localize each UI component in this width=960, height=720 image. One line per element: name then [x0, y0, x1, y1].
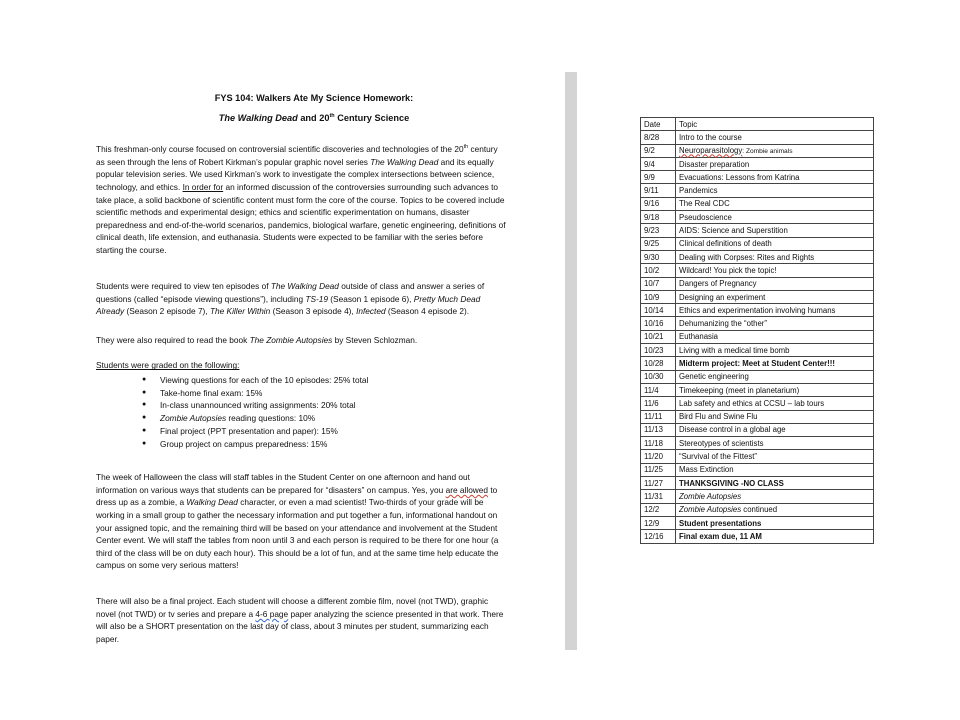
- subtitle-end: Century Science: [334, 113, 410, 123]
- cell-topic: Pseudoscience: [676, 211, 874, 224]
- table-row: [641, 463, 874, 476]
- table-row: [641, 237, 874, 250]
- table-row: [641, 224, 874, 237]
- paragraph-halloween: The week of Halloween the class will staff tables in the Student Center on one afternoon and hand out information on various ways that students can be prepared for “disasters” on campus. Yes, you are allowed to dress up as a zombie, a Walking Dead character, or even a mad scientist! Two-thirds of your grade will be working in a small group to gather the necessary information and put together a fun, informational handout on your assigned topic, and the remaining third will be based on your attendance and involvement at the Student Center event. We will staff the tables from noon until 3 and each person is required to be there for one hour (a third of the class will be on duty each hour). This should be a lot of fun, and at the same time help educate the campus on some very serious matters!: [96, 472, 499, 571]
- cell-date: 9/2: [641, 144, 676, 157]
- table-row: [641, 357, 874, 370]
- cell-date: 10/16: [641, 317, 676, 330]
- table-row: [641, 171, 874, 184]
- cell-topic: AIDS: Science and Superstition: [676, 224, 874, 237]
- cell-date: 10/7: [641, 277, 676, 290]
- list-item: ● In-class unannounced writing assignments: 20% total: [136, 399, 368, 412]
- cell-date: 9/30: [641, 250, 676, 263]
- cell-topic: Genetic engineering: [676, 370, 874, 383]
- cell-topic: Neuroparasitology: Zombie animals: [676, 144, 874, 157]
- cell-date: 11/13: [641, 423, 676, 436]
- cell-topic: Dehumanizing the “other”: [676, 317, 874, 330]
- cell-topic: Zombie Autopsies continued: [676, 503, 874, 516]
- cell-topic: Wildcard! You pick the topic!: [676, 264, 874, 277]
- cell-topic: Evacuations: Lessons from Katrina: [676, 171, 874, 184]
- cell-topic: Lab safety and ethics at CCSU – lab tours: [676, 397, 874, 410]
- graded-heading: Students were graded on the following:: [96, 360, 240, 371]
- cell-topic: Zombie Autopsies: [676, 490, 874, 503]
- cell-topic: Intro to the course: [676, 131, 874, 144]
- cell-date: 9/18: [641, 211, 676, 224]
- cell-topic: Final exam due, 11 AM: [676, 530, 874, 543]
- table-row: [641, 131, 874, 144]
- table-row: [641, 330, 874, 343]
- cell-topic: Living with a medical time bomb: [676, 344, 874, 357]
- course-title: FYS 104: Walkers Ate My Science Homework:: [214, 93, 414, 103]
- cell-topic: “Survival of the Fittest”: [676, 450, 874, 463]
- table-row: [641, 184, 874, 197]
- cell-date: 11/11: [641, 410, 676, 423]
- cell-date: 10/23: [641, 344, 676, 357]
- paragraph-description: This freshman-only course focused on controversial scientific discoveries and technologies of the 20th century as seen through the lens of Robert Kirkman’s popular graphic novel series The Walking Dead and its equally popular television series. We used Kirkman’s work to investigate the complex intersections between science, technology, and ethics. In order for an informed discussion of the controversies surrounding such advances to take place, a solid backbone of scientific content must form the core of the course. Topics to be covered include scientific methods and experimental design; ethics and scientific experimentation on humans, disaster preparedness and end-of-the-world scenarios, pandemics, biological warfare, genetic engineering, definitions of clinical death, life extension, and euthanasia. Students were expected to be familiar with the series before starting the course.: [96, 144, 506, 256]
- cell-topic: Pandemics: [676, 184, 874, 197]
- cell-date: 10/28: [641, 357, 676, 370]
- cell-topic: Disaster preparation: [676, 157, 874, 170]
- cell-topic: Euthanasia: [676, 330, 874, 343]
- cell-topic: The Real CDC: [676, 197, 874, 210]
- table-row: [641, 197, 874, 210]
- cell-topic: Dealing with Corpses: Rites and Rights: [676, 250, 874, 263]
- table-row: [641, 530, 874, 543]
- paragraph-final-project: There will also be a final project. Each student will choose a different zombie film, novel (not TWD), graphic novel (not TWD) or tv series and prepare a 4-6 page paper analyzing the science presented in that work. There will also be a SHORT presentation on the last day of class, about 3 minutes per student, summarizing each paper.: [96, 596, 504, 645]
- table-row: [641, 250, 874, 263]
- table-row: [641, 490, 874, 503]
- table-row: [641, 144, 874, 157]
- cell-date: 9/9: [641, 171, 676, 184]
- cell-date: 11/4: [641, 383, 676, 396]
- cell-date: 11/20: [641, 450, 676, 463]
- cell-topic: Timekeeping (meet in planetarium): [676, 383, 874, 396]
- cell-topic: THANKSGIVING -NO CLASS: [676, 477, 874, 490]
- cell-topic: Disease control in a global age: [676, 423, 874, 436]
- cell-date: 10/21: [641, 330, 676, 343]
- table-header-row: [641, 118, 874, 131]
- cell-date: 11/6: [641, 397, 676, 410]
- schedule-table: [640, 117, 874, 544]
- cell-date: 12/2: [641, 503, 676, 516]
- cell-date: 11/31: [641, 490, 676, 503]
- cell-topic: Midterm project: Meet at Student Center!!!: [676, 357, 874, 370]
- cell-date: 10/14: [641, 304, 676, 317]
- table-row: [641, 410, 874, 423]
- paragraph-book: They were also required to read the book The Zombie Autopsies by Steven Schlozman.: [96, 335, 418, 346]
- subtitle-and: and 20: [297, 113, 330, 123]
- cell-date: 12/16: [641, 530, 676, 543]
- table-row: [641, 397, 874, 410]
- table-row: [641, 317, 874, 330]
- cell-date: 8/28: [641, 131, 676, 144]
- course-subtitle: [212, 113, 416, 123]
- cell-date: 10/9: [641, 290, 676, 303]
- table-row: [641, 211, 874, 224]
- list-item: ● Zombie Autopsies reading questions: 10%: [136, 412, 368, 425]
- table-row: [641, 370, 874, 383]
- list-item: ● Group project on campus preparedness: 15%: [136, 438, 368, 451]
- cell-date: 9/16: [641, 197, 676, 210]
- table-row: [641, 437, 874, 450]
- cell-topic: Ethics and experimentation involving humans: [676, 304, 874, 317]
- cell-topic: Designing an experiment: [676, 290, 874, 303]
- cell-topic: Stereotypes of scientists: [676, 437, 874, 450]
- page-divider: [565, 72, 577, 650]
- list-item: ● Final project (PPT presentation and paper): 15%: [136, 425, 368, 438]
- table-row: [641, 503, 874, 516]
- table-row: [641, 423, 874, 436]
- cell-date: 10/2: [641, 264, 676, 277]
- list-item: ● Viewing questions for each of the 10 episodes: 25% total: [136, 374, 368, 387]
- header-topic: Topic: [676, 118, 874, 131]
- cell-date: 10/30: [641, 370, 676, 383]
- cell-topic: Bird Flu and Swine Flu: [676, 410, 874, 423]
- table-row: [641, 383, 874, 396]
- cell-date: 9/4: [641, 157, 676, 170]
- table-row: [641, 157, 874, 170]
- cell-date: 11/25: [641, 463, 676, 476]
- grading-list: [136, 374, 368, 450]
- cell-date: 9/11: [641, 184, 676, 197]
- table-row: [641, 264, 874, 277]
- table-row: [641, 477, 874, 490]
- table-row: [641, 344, 874, 357]
- list-item: ● Take-home final exam: 15%: [136, 387, 368, 400]
- table-row: [641, 516, 874, 529]
- cell-date: 11/18: [641, 437, 676, 450]
- cell-date: 9/25: [641, 237, 676, 250]
- cell-topic: Clinical definitions of death: [676, 237, 874, 250]
- paragraph-episodes: Students were required to view ten episodes of The Walking Dead outside of class and answer a series of questions (called “episode viewing questions”), including TS-19 (Season 1 episode 6), Pretty Much Dead Already (Season 2 episode 7), The Killer Within (Season 3 episode 4), Infected (Season 4 episode 2).: [96, 281, 485, 317]
- table-row: [641, 450, 874, 463]
- cell-date: 12/9: [641, 516, 676, 529]
- header-date: Date: [641, 118, 676, 131]
- table-row: [641, 304, 874, 317]
- subtitle-sup: th: [329, 113, 335, 119]
- table-row: [641, 290, 874, 303]
- cell-topic: Student presentations: [676, 516, 874, 529]
- cell-date: 9/23: [641, 224, 676, 237]
- cell-topic: Mass Extinction: [676, 463, 874, 476]
- cell-topic: Dangers of Pregnancy: [676, 277, 874, 290]
- table-row: [641, 277, 874, 290]
- cell-date: 11/27: [641, 477, 676, 490]
- subtitle-italic: The Walking Dead: [218, 113, 298, 123]
